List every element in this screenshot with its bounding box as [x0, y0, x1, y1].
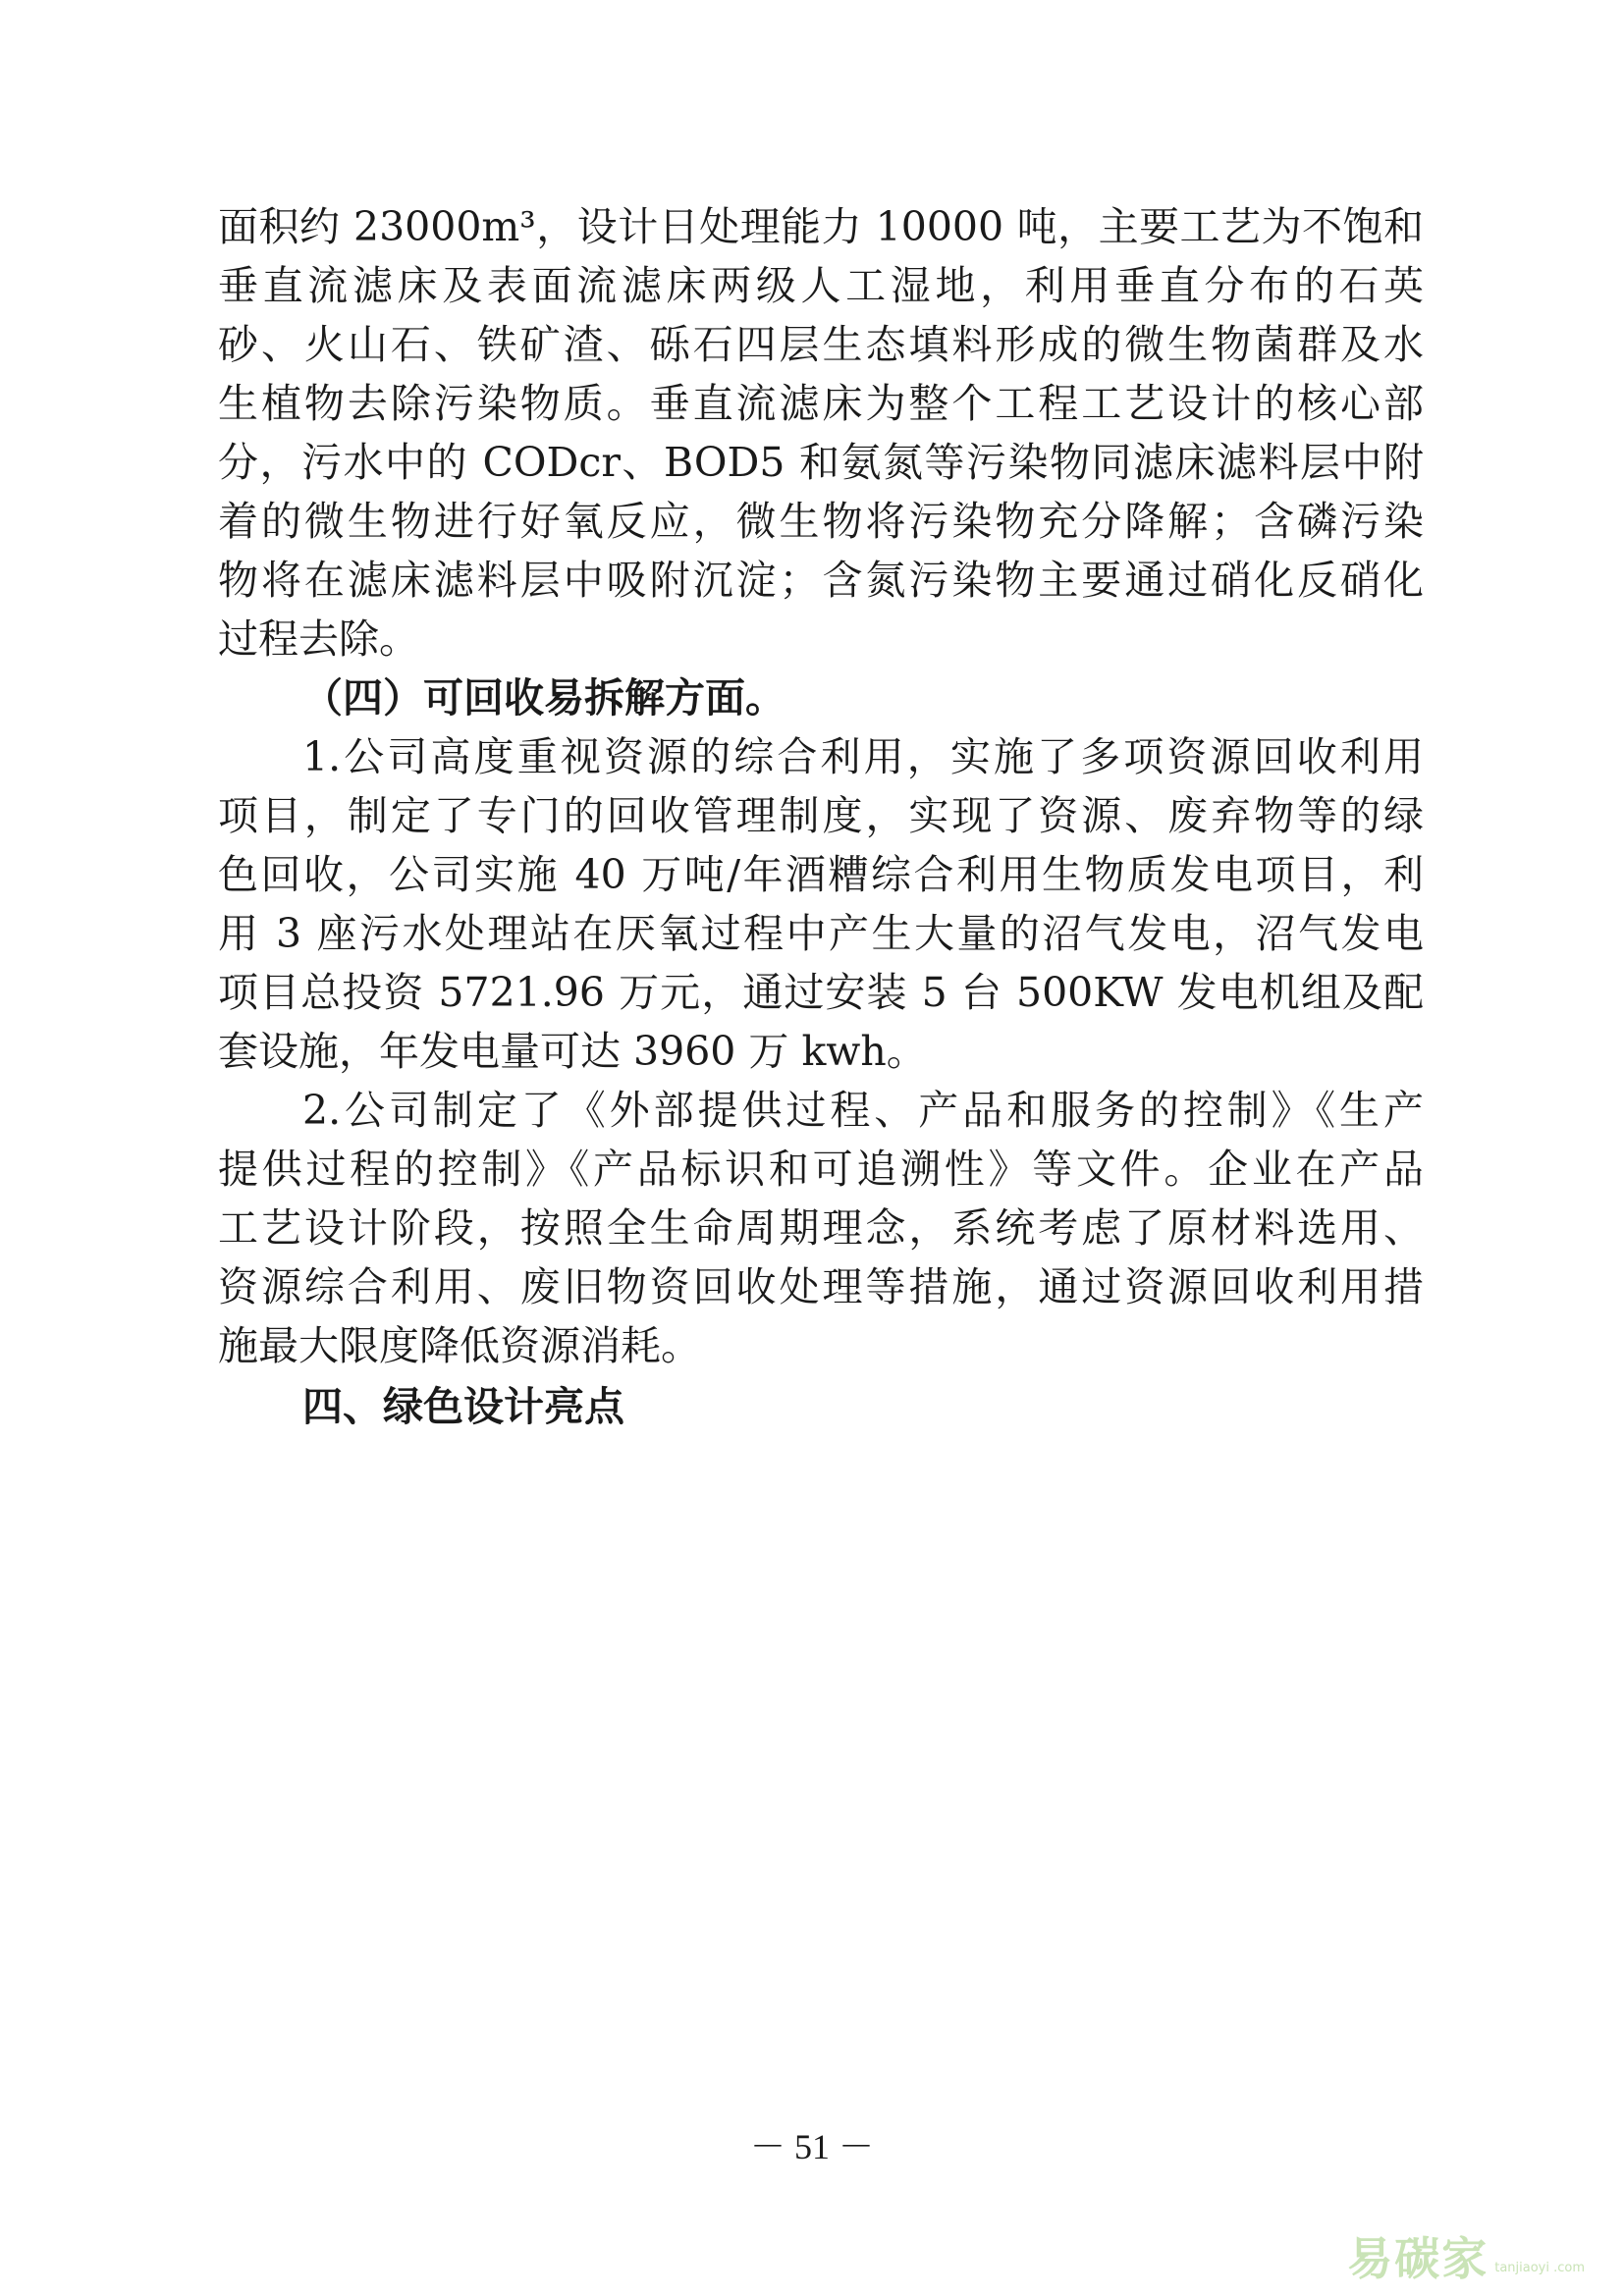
watermark-logo	[1347, 2226, 1585, 2285]
paragraph-2-line-3: 色回收，公司实施 40 万吨/年酒糟综合利用生物质发电项目，利	[218, 851, 1424, 898]
paragraph-2-line-5: 项目总投资 5721.96 万元，通过安装 5 台 500KW 发电机组及配	[218, 969, 1424, 1016]
paragraph-1-line-7: 物将在滤床滤料层中吸附沉淀；含氮污染物主要通过硝化反硝化	[218, 557, 1424, 604]
paragraph-1-line-8: 过程去除。	[218, 615, 419, 663]
paragraph-3-line-5: 施最大限度降低资源消耗。	[218, 1322, 701, 1369]
watermark-domain-text: tanjiaoyi .com	[1494, 2261, 1585, 2275]
subheading-recyclable: （四）可回收易拆解方面。	[302, 674, 785, 721]
paragraph-2-line-1: 1.公司高度重视资源的综合利用，实施了多项资源回收利用	[302, 733, 1424, 780]
paragraph-3-line-2: 提供过程的控制》《产品标识和可追溯性》等文件。企业在产品	[218, 1146, 1424, 1193]
paragraph-1-line-5: 分，污水中的 CODcr、BOD5 和氨氮等污染物同滤床滤料层中附	[218, 439, 1424, 486]
paragraph-1-line-4: 生植物去除污染物质。垂直流滤床为整个工程工艺设计的核心部	[218, 380, 1424, 427]
paragraph-1-line-1: 面积约 23000m³，设计日处理能力 10000 吨，主要工艺为不饱和	[218, 203, 1424, 250]
paragraph-1-line-2: 垂直流滤床及表面流滤床两级人工湿地，利用垂直分布的石英	[218, 262, 1424, 309]
paragraph-3-line-4: 资源综合利用、废旧物资回收处理等措施，通过资源回收利用措	[218, 1263, 1424, 1310]
paragraph-2-line-6: 套设施，年发电量可达 3960 万 kwh。	[218, 1028, 927, 1075]
paragraph-3-line-3: 工艺设计阶段，按照全生命周期理念，系统考虑了原材料选用、	[218, 1204, 1424, 1252]
paragraph-1-line-3: 砂、火山石、铁矿渣、砾石四层生态填料形成的微生物菌群及水	[218, 321, 1424, 368]
section-heading-green-design-highlights: 四、绿色设计亮点	[302, 1383, 624, 1430]
paragraph-3-line-1: 2.公司制定了《外部提供过程、产品和服务的控制》《生产	[302, 1087, 1424, 1134]
paragraph-1-line-6: 着的微生物进行好氧反应，微生物将污染物充分降解；含磷污染	[218, 498, 1424, 545]
paragraph-2-line-4: 用 3 座污水处理站在厌氧过程中产生大量的沼气发电，沼气发电	[218, 910, 1424, 957]
watermark-logo-text: 易碳家	[1347, 2232, 1489, 2285]
page-number: － 51 －	[749, 2127, 874, 2166]
paragraph-2-line-2: 项目，制定了专门的回收管理制度，实现了资源、废弃物等的绿	[218, 792, 1424, 839]
